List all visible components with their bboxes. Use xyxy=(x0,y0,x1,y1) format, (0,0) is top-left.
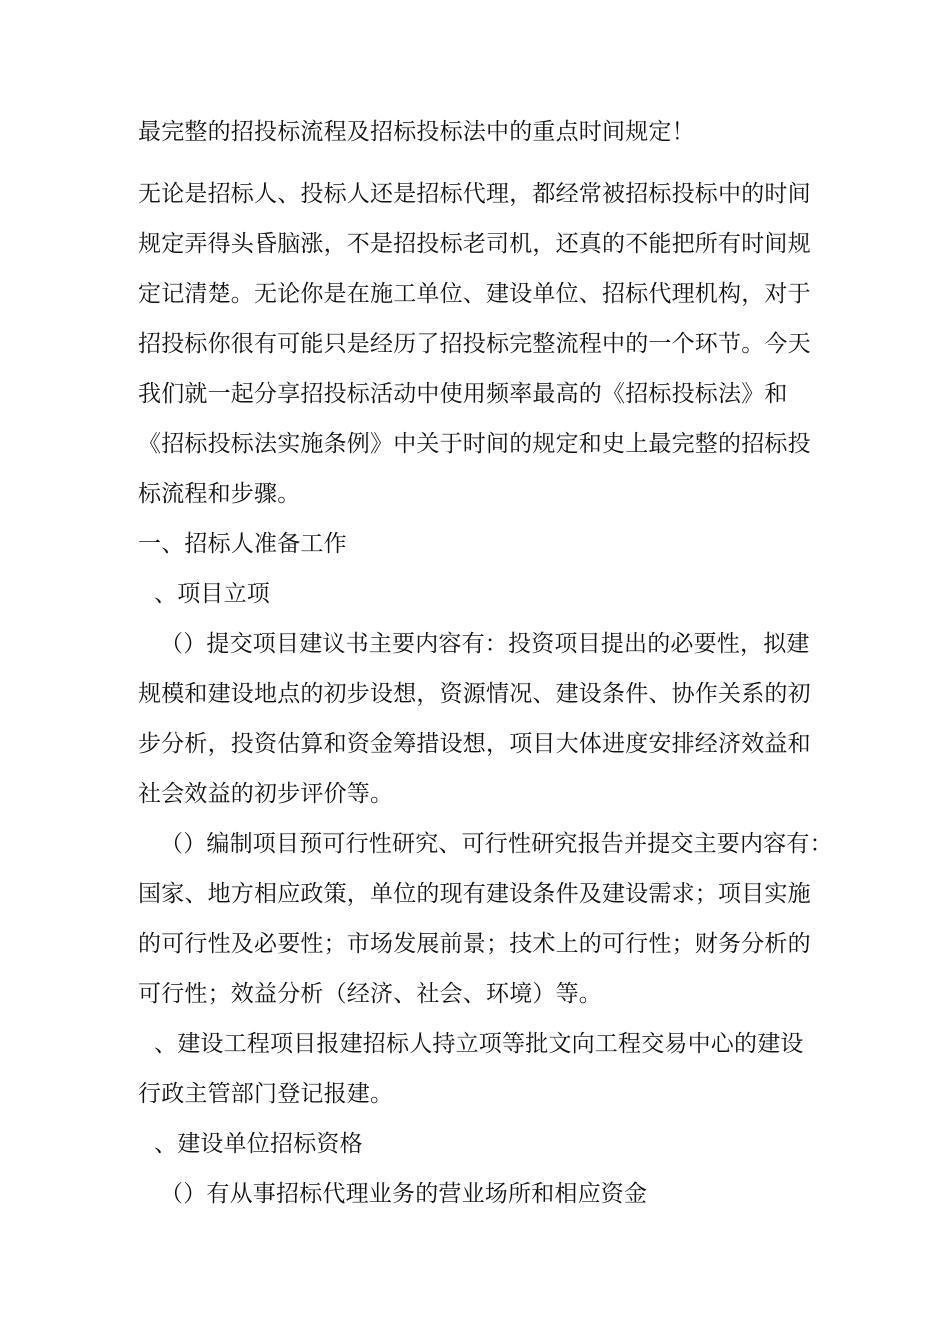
item-1-line-2: 规模和建设地点的初步设想，资源情况、建设条件、协作关系的初 xyxy=(138,681,811,707)
item-1-line-3: 步分析，投资估算和资金筹措设想，项目大体进度安排经济效益和 xyxy=(138,731,811,757)
subsection-registration-line-1: 、建设工程项目报建招标人持立项等批文向工程交易中心的建设 xyxy=(154,1031,804,1057)
intro-line-3: 定记清楚。无论你是在施工单位、建设单位、招标代理机构，对于 xyxy=(138,281,811,307)
subsection-heading-project-approval: 、项目立项 xyxy=(154,581,270,607)
item-1-line-4: 社会效益的初步评价等。 xyxy=(138,781,394,807)
item-1-line-1: （）提交项目建议书主要内容有：投资项目提出的必要性，拟建 xyxy=(160,631,810,657)
intro-line-1: 无论是招标人、投标人还是招标代理，都经常被招标投标中的时间 xyxy=(138,181,811,207)
intro-line-4: 招投标你很有可能只是经历了招投标完整流程中的一个环节。今天 xyxy=(138,331,811,357)
item-2-line-2: 国家、地方相应政策，单位的现有建设条件及建设需求；项目实施 xyxy=(138,881,811,907)
intro-line-6: 《招标投标法实施条例》中关于时间的规定和史上最完整的招标投 xyxy=(138,431,811,457)
document-title: 最完整的招投标流程及招标投标法中的重点时间规定！ xyxy=(138,119,695,145)
item-2-line-4: 可行性；效益分析（经济、社会、环境）等。 xyxy=(138,981,602,1007)
item-3-line-1: （）有从事招标代理业务的营业场所和相应资金 xyxy=(160,1181,648,1207)
item-2-line-1: （）编制项目预可行性研究、可行性研究报告并提交主要内容有： xyxy=(160,831,833,857)
subsection-registration-line-2: 行政主管部门登记报建。 xyxy=(138,1081,394,1107)
intro-line-2: 规定弄得头昏脑涨，不是招投标老司机，还真的不能把所有时间规 xyxy=(138,231,811,257)
item-2-line-3: 的可行性及必要性；市场发展前景；技术上的可行性；财务分析的 xyxy=(138,931,811,957)
intro-line-7: 标流程和步骤。 xyxy=(138,481,301,507)
subsection-heading-qualification: 、建设单位招标资格 xyxy=(154,1131,363,1157)
intro-line-5: 我们就一起分享招投标活动中使用频率最高的《招标投标法》和 xyxy=(138,381,788,407)
section-heading-1: 一、招标人准备工作 xyxy=(138,531,347,557)
